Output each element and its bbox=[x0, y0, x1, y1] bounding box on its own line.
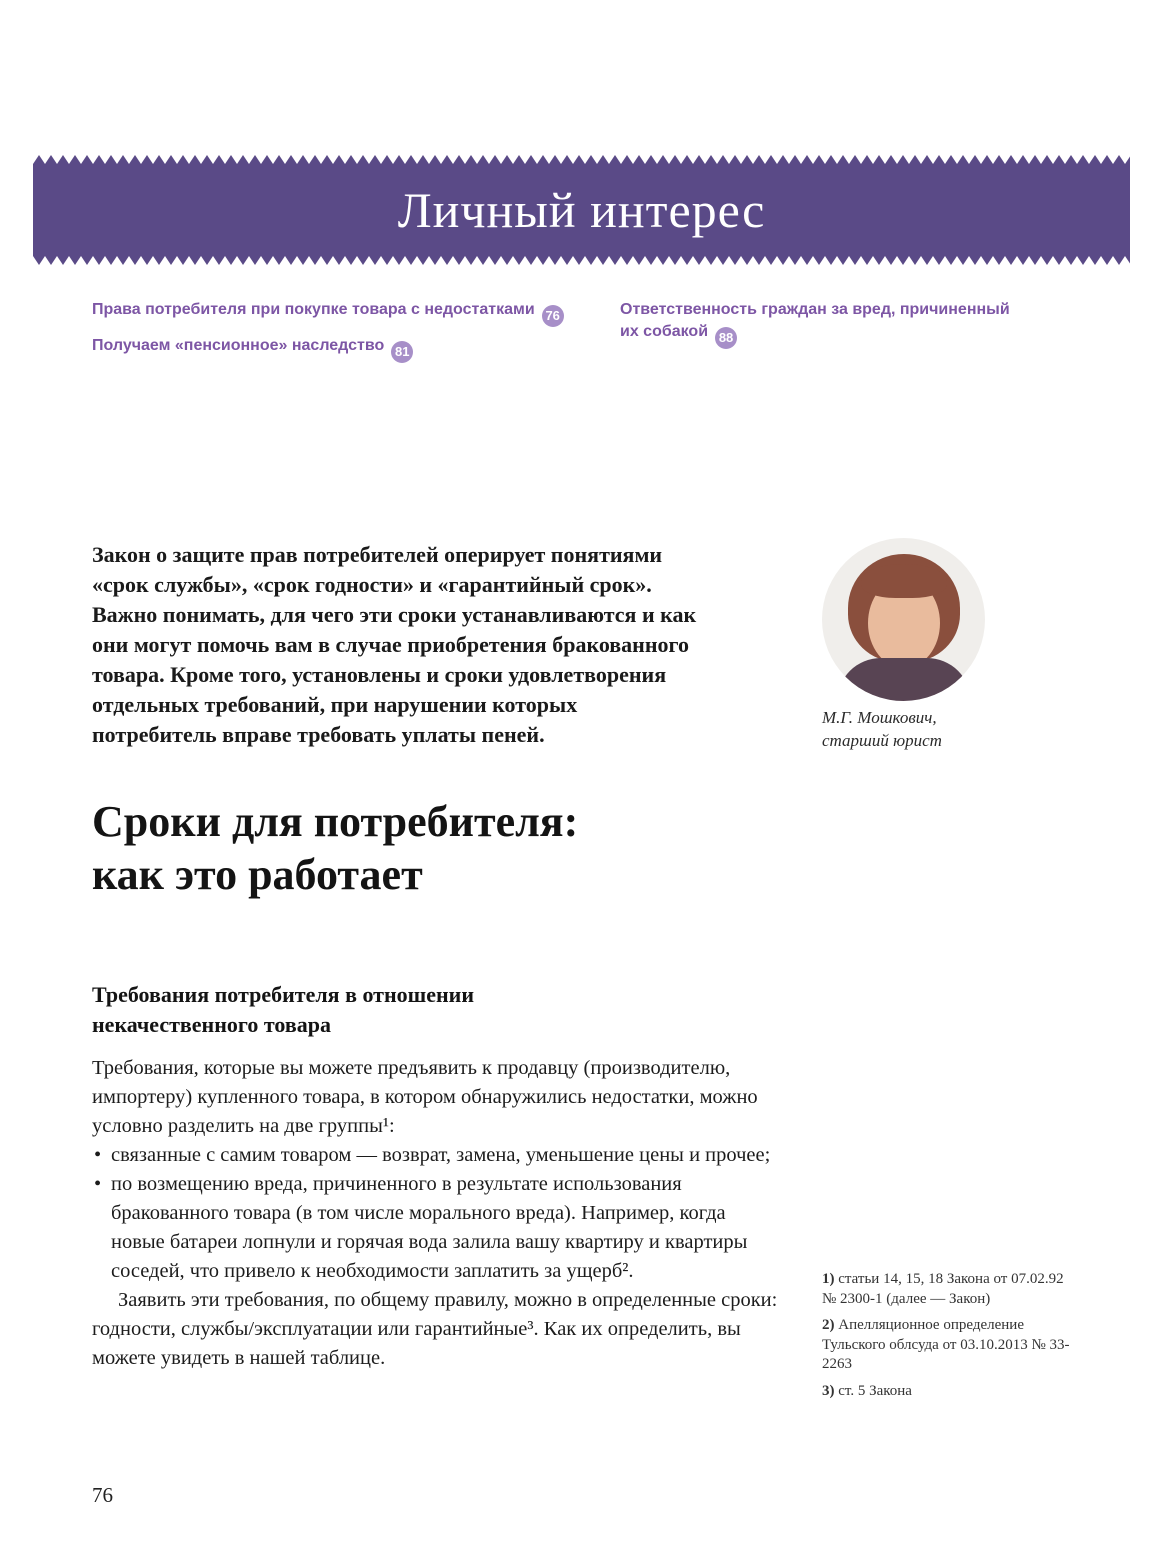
author-caption bbox=[822, 706, 1042, 752]
page-badge: 76 bbox=[542, 305, 564, 327]
author-role: старший юрист bbox=[822, 731, 942, 750]
toc-column-left bbox=[92, 299, 620, 371]
body-paragraph-2: Заявить эти требования, по общему правилу, можно в определенные сроки: годности, службы/эксплуатации или гарантийные³. Как их определить, вы можете увидеть в нашей таблице. bbox=[92, 1289, 778, 1369]
footnote-text: ст. 5 Закона bbox=[834, 1382, 912, 1399]
article-subheading: Требования потребителя в отношении некачественного товара bbox=[92, 982, 475, 1037]
body-paragraph-1: Требования, которые вы можете предъявить к продавцу (производителю, импортеру) купленного товара, в котором обнаружились недостатки, можно условно разделить на две группы¹: bbox=[92, 1057, 758, 1137]
page-badge: 81 bbox=[391, 341, 413, 363]
photo-body-shape bbox=[837, 658, 971, 701]
footnotes-sidebar bbox=[822, 1270, 1080, 1408]
article-body bbox=[92, 1054, 784, 1373]
bullet-list bbox=[92, 1141, 784, 1286]
footnote-2 bbox=[822, 1316, 1080, 1375]
section-title: Личный интерес bbox=[397, 182, 766, 238]
bullet-item: • по возмещению вреда, причиненного в результате использования бракованного товара (в том числе морального вреда). Например, когда новые батареи лопнули и горячая вода залила вашу квартиру и квартиры соседей, что привело к необходимости заплатить за ущерб². bbox=[92, 1170, 784, 1286]
footnote-number: 2) bbox=[822, 1317, 835, 1333]
banner-body bbox=[33, 164, 1130, 256]
article-lead: Закон о защите прав потребителей оперирует понятиями «срок службы», «срок годности» и «гарантийный срок». Важно понимать, для чего эти сроки устанавливаются и как они могут помочь вам в случае приобретения бракованного товара. Кроме того, установлены и сроки удовлетворения отдельных требований, при нарушении которых потребитель вправе требовать уплаты пеней. bbox=[92, 542, 697, 747]
toc-link-pension-inheritance[interactable] bbox=[92, 335, 620, 363]
toc-link-label: Получаем «пенсионное» наследство bbox=[92, 337, 385, 354]
toc-link-label: Права потребителя при покупке товара с недостатками bbox=[92, 301, 535, 318]
toc-column-right bbox=[620, 299, 1020, 371]
zigzag-edge-top bbox=[33, 155, 1130, 164]
toc-link-dog-liability[interactable] bbox=[620, 299, 1020, 349]
footnote-3 bbox=[822, 1382, 1080, 1402]
section-toc bbox=[92, 299, 1077, 371]
footnote-number: 3) bbox=[822, 1382, 835, 1399]
author-photo bbox=[822, 538, 985, 701]
page-badge: 88 bbox=[715, 327, 737, 349]
author-name: М.Г. Мошкович, bbox=[822, 708, 937, 727]
footnote-1 bbox=[822, 1270, 1080, 1309]
bullet-item: • связанные с самим товаром — возврат, замена, уменьшение цены и прочее; bbox=[92, 1141, 784, 1170]
footnote-text: статьи 14, 15, 18 Закона от 07.02.92 № 2300-1 (далее — Закон) bbox=[822, 1271, 1064, 1307]
toc-link-consumer-rights[interactable] bbox=[92, 299, 620, 327]
zigzag-edge-bottom bbox=[33, 256, 1130, 265]
photo-bangs-shape bbox=[861, 564, 947, 598]
toc-link-label: Ответственность граждан за вред, причиненный их собакой bbox=[620, 301, 1010, 340]
page-number: 76 bbox=[92, 1483, 113, 1507]
section-banner bbox=[33, 155, 1130, 265]
footnote-number: 1) bbox=[822, 1271, 835, 1287]
article-title: Сроки для потребителя: как это работает bbox=[92, 797, 579, 899]
footnote-text: Апелляционное определение Тульского облсуда от 03.10.2013 № 33-2263 bbox=[822, 1317, 1070, 1372]
